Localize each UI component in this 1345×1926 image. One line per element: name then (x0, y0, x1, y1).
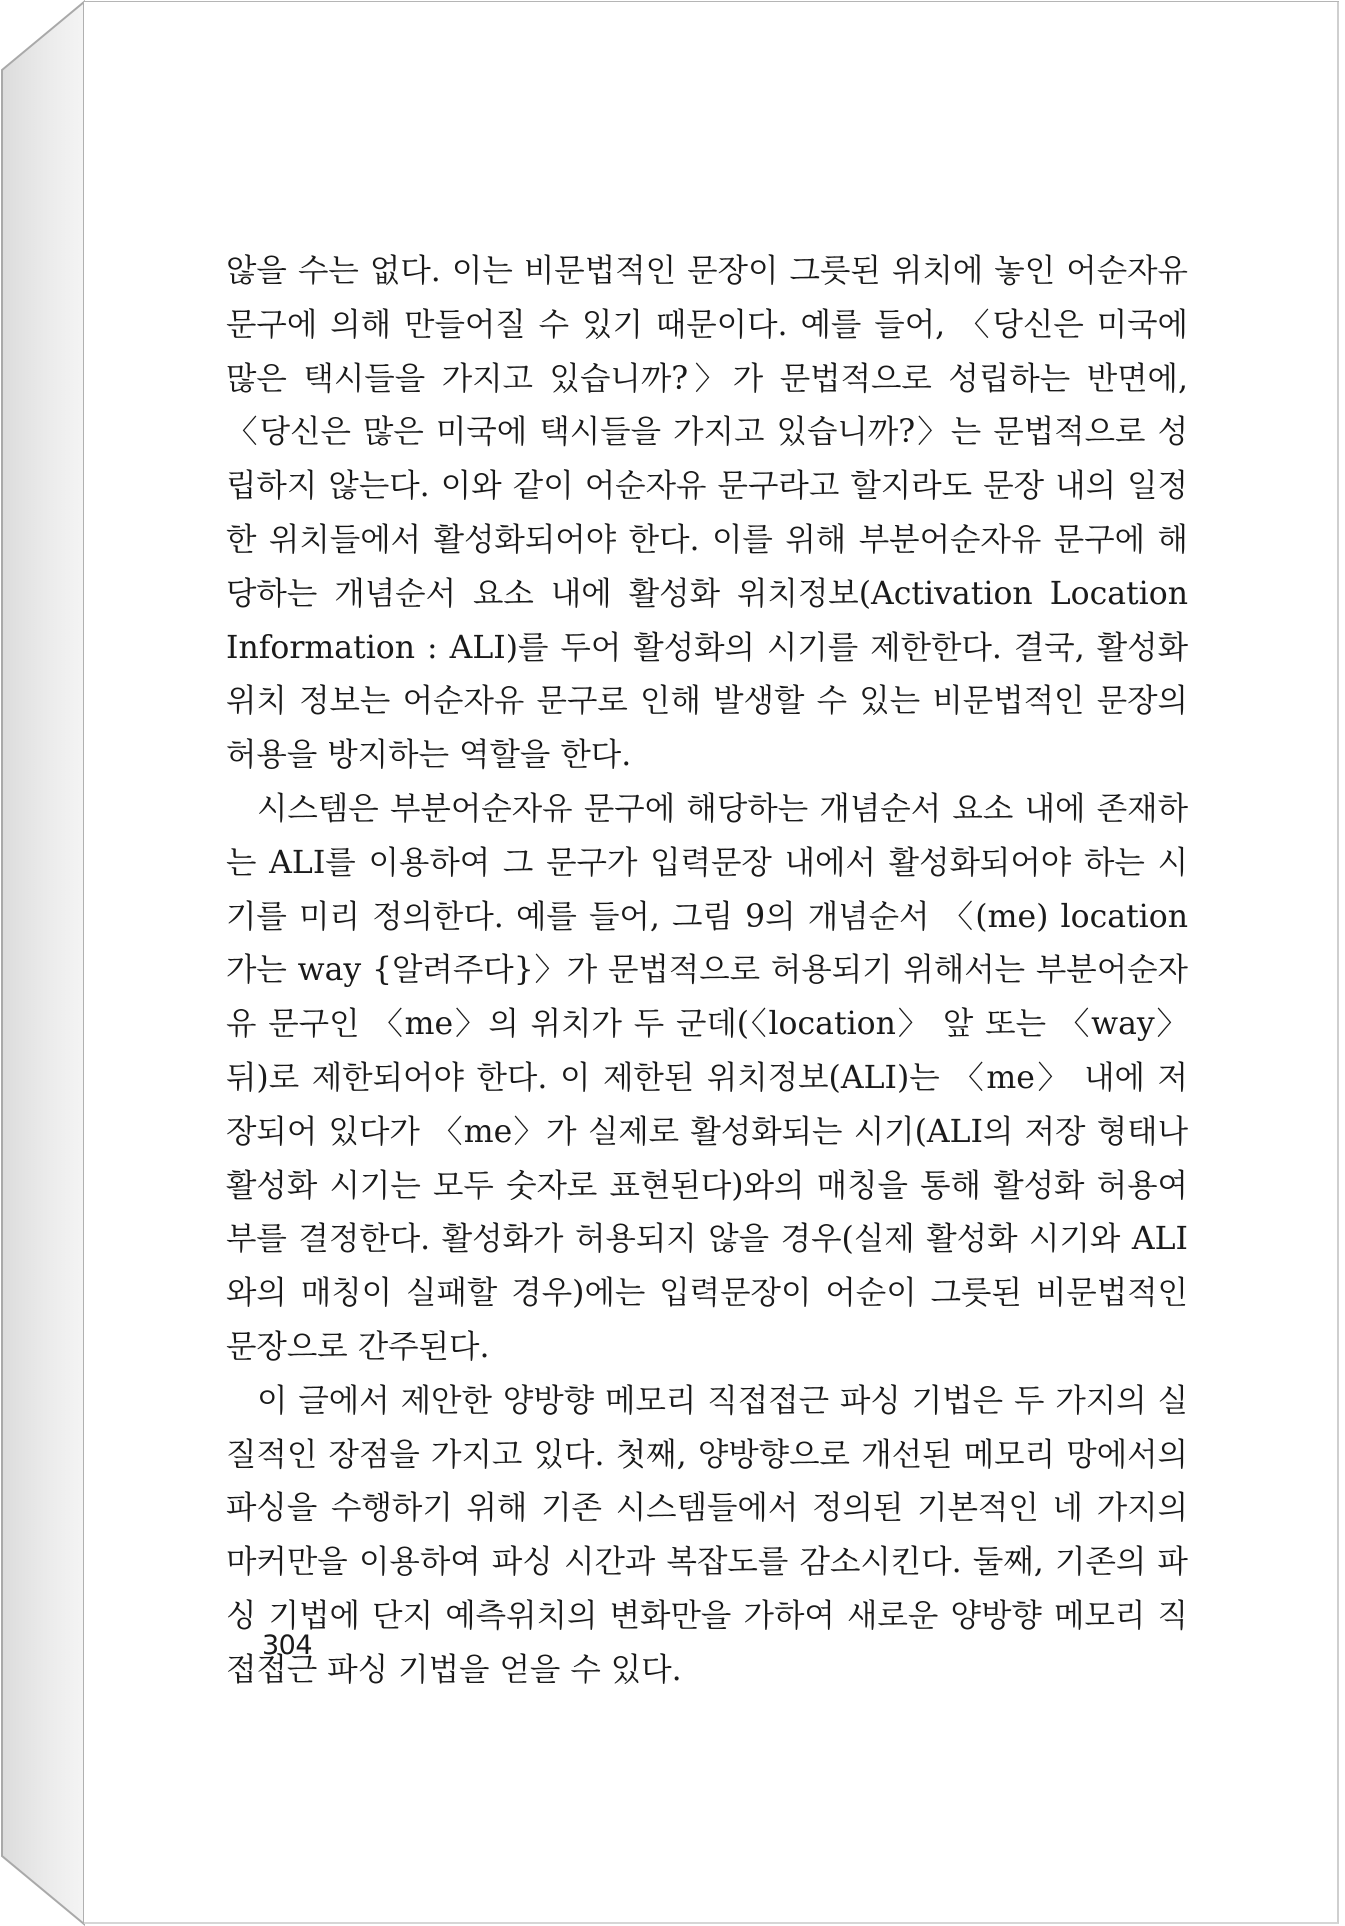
body-text (226, 245, 1188, 1698)
paragraph-3: 이 글에서 제안한 양방향 메모리 직접접근 파싱 기법은 두 가지의 실질적인 장점을 가지고 있다. 첫째, 양방향으로 개선된 메모리 망에서의 파싱을 수행하기 위해 기존 시스템들에서 정의된 기본적인 네 가지의 마커만을 이용하여 파싱 시간과 복잡도를 감소시킨다. 둘째, 기존의 파싱 기법에 단지 예측위치의 변화만을 가하여 새로운 양방향 메모리 직접접근 파싱 기법을 얻을 수 있다. (226, 1382, 1188, 1688)
paragraph-2: 시스템은 부분어순자유 문구에 해당하는 개념순서 요소 내에 존재하는 ALI를 이용하여 그 문구가 입력문장 내에서 활성화되어야 하는 시기를 미리 정의한다. 예를 들어, 그림 9의 개념순서 〈(me) location 가는 way {알려주다}〉가 문법적으로 허용되기 위해서는 부분어순자유 문구인 〈me〉의 위치가 두 군데(〈location〉 앞 또는 〈way〉 뒤)로 제한되어야 한다. 이 제한된 위치정보(ALI)는 〈me〉 내에 저장되어 있다가 〈me〉가 실제로 활성화되는 시기(ALI의 저장 형태나 활성화 시기는 모두 숫자로 표현된다)와의 매칭을 통해 활성화 허용여부를 결정한다. 활성화가 허용되지 않을 경우(실제 활성화 시기와 ALI와의 매칭이 실패할 경우)에는 입력문장이 어순이 그릇된 비문법적인 문장으로 간주된다. (226, 790, 1188, 1365)
paragraph-1: 않을 수는 없다. 이는 비문법적인 문장이 그릇된 위치에 놓인 어순자유 문구에 의해 만들어질 수 있기 때문이다. 예를 들어, 〈당신은 미국에 많은 택시들을 가지고 있습니까?〉가 문법적으로 성립하는 반면에, 〈당신은 많은 미국에 택시들을 가지고 있습니까?〉는 문법적으로 성립하지 않는다. 이와 같이 어순자유 문구라고 할지라도 문장 내의 일정한 위치들에서 활성화되어야 한다. 이를 위해 부분어순자유 문구에 해당하는 개념순서 요소 내에 활성화 위치정보(Activation Location Information : ALI)를 두어 활성화의 시기를 제한한다. 결국, 활성화 위치 정보는 어순자유 문구로 인해 발생할 수 있는 비문법적인 문장의 허용을 방지하는 역할을 한다. (226, 253, 1188, 774)
page-number: 304 (262, 1630, 313, 1661)
